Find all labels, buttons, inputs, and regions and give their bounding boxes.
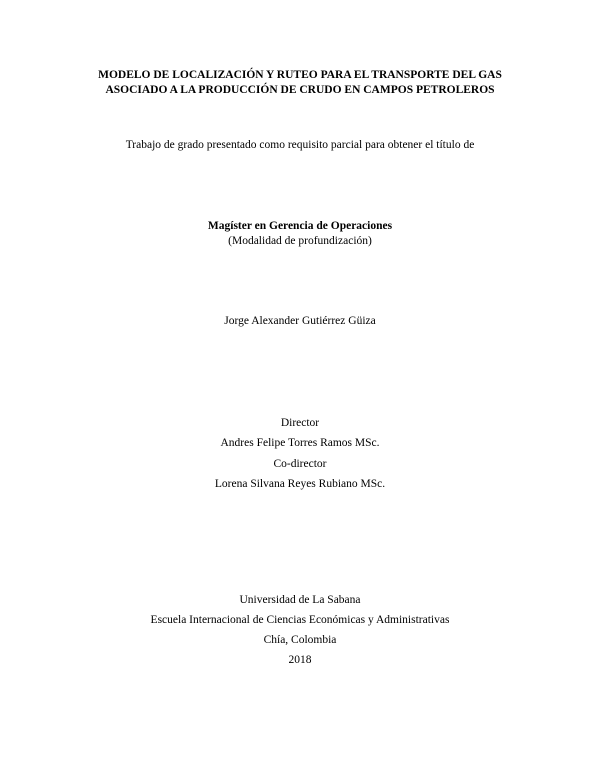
director-name: Andres Felipe Torres Ramos MSc. [220,437,380,449]
director-label: Director [280,417,320,429]
thesis-title-line-1: MODELO DE LOCALIZACIÓN Y RUTEO PARA EL TRANSPORTE DEL GAS [98,69,502,81]
university-name: Universidad de La Sabana [239,594,361,606]
city-country: Chía, Colombia [263,634,337,646]
author-name: Jorge Alexander Gutiérrez Güiza [224,315,376,327]
codirector-label: Co-director [273,458,327,470]
publication-year: 2018 [288,654,312,666]
thesis-title-line-2: ASOCIADO A LA PRODUCCIÓN DE CRUDO EN CAMPOS PETROLEROS [105,84,495,96]
requirement-statement: Trabajo de grado presentado como requisito parcial para obtener el título de [125,139,475,151]
degree-name: Magíster en Gerencia de Operaciones [207,220,393,232]
degree-modality: (Modalidad de profundización) [228,235,372,247]
school-name: Escuela Internacional de Ciencias Económicas y Administrativas [150,614,450,626]
codirector-name: Lorena Silvana Reyes Rubiano MSc. [214,478,386,490]
